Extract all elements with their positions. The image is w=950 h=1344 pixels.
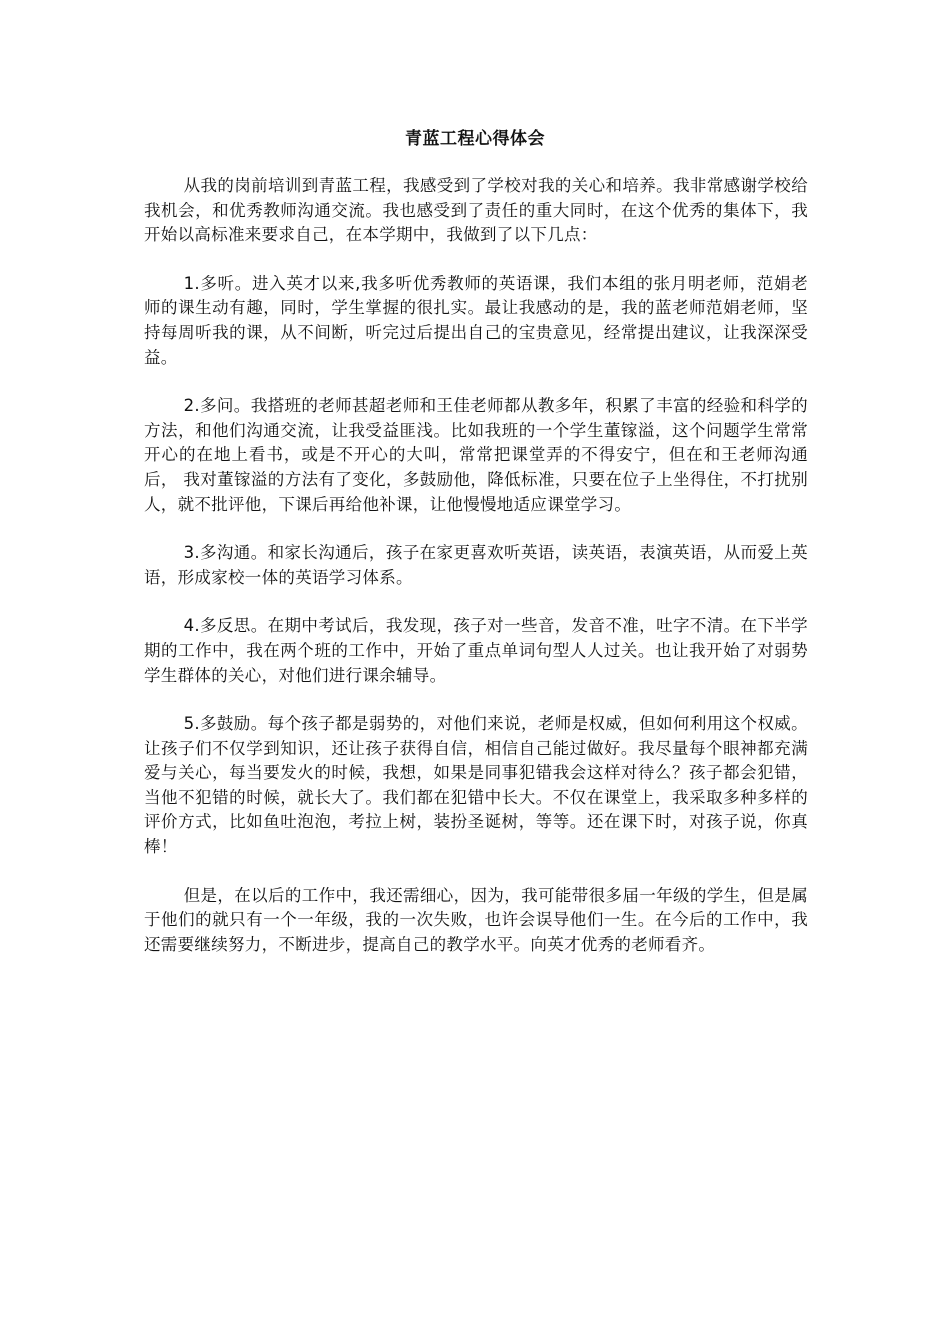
paragraph-listen-more: 1.多听。进入英才以来,我多听优秀教师的英语课，我们本组的张月明老师，范娟老师的课生动有趣，同时，学生掌握的很扎实。最让我感动的是，我的蓝老师范娟老师，坚持每周听我的课，从不间断，听完过后提出自己的宝贵意见，经常提出建议，让我深深受益。 (144, 273, 808, 367)
paragraph-ask-more: 2.多问。我搭班的老师甚超老师和王佳老师都从教多年，积累了丰富的经验和科学的方法，和他们沟通交流，让我受益匪浅。比如我班的一个学生董镓溢，这个问题学生常常开心的在地上看书，或是不开心的大叫，常常把课堂弄的不得安宁，但在和王老师沟通后， 我对董镓溢的方法有了变化，多鼓励他，降低标准，只要在位子上坐得住，不打扰别人，就不批评他，下课后再给他补课，让他慢慢地适应课堂学习。 (144, 396, 808, 514)
paragraph-communicate-more: 3.多沟通。和家长沟通后，孩子在家更喜欢听英语，读英语，表演英语，从而爱上英语，形成家校一体的英语学习体系。 (144, 543, 808, 587)
paragraph-intro: 从我的岗前培训到青蓝工程，我感受到了学校对我的关心和培养。我非常感谢学校给我机会，和优秀教师沟通交流。我也感受到了责任的重大同时，在这个优秀的集体下，我开始以高标准来要求自己，在本学期中，我做到了以下几点： (144, 176, 808, 245)
paragraph-encourage-more: 5.多鼓励。每个孩子都是弱势的，对他们来说，老师是权威，但如何利用这个权威。让孩子们不仅学到知识，还让孩子获得自信，相信自己能过做好。我尽量每个眼神都充满爱与关心，每当要发火的时候，我想，如果是同事犯错我会这样对待么？孩子都会犯错，当他不犯错的时候，就长大了。我们都在犯错中长大。不仅在课堂上，我采取多种多样的评价方式，比如鱼吐泡泡，考拉上树，装扮圣诞树，等等。还在课下时，对孩子说，你真棒！ (144, 714, 808, 857)
paragraph-reflect-more: 4.多反思。在期中考试后，我发现，孩子对一些音，发音不准，吐字不清。在下半学期的工作中，我在两个班的工作中，开始了重点单词句型人人过关。也让我开始了对弱势学生群体的关心，对他们进行课余辅导。 (144, 616, 808, 685)
paragraph-conclusion: 但是，在以后的工作中，我还需细心，因为，我可能带很多届一年级的学生，但是属于他们的就只有一个一年级，我的一次失败，也许会误导他们一生。在今后的工作中，我还需要继续努力，不断进步，提高自己的教学水平。向英才优秀的老师看齐。 (144, 885, 808, 954)
document-body (144, 174, 808, 981)
document-title: 青蓝工程心得体会 (405, 129, 545, 149)
